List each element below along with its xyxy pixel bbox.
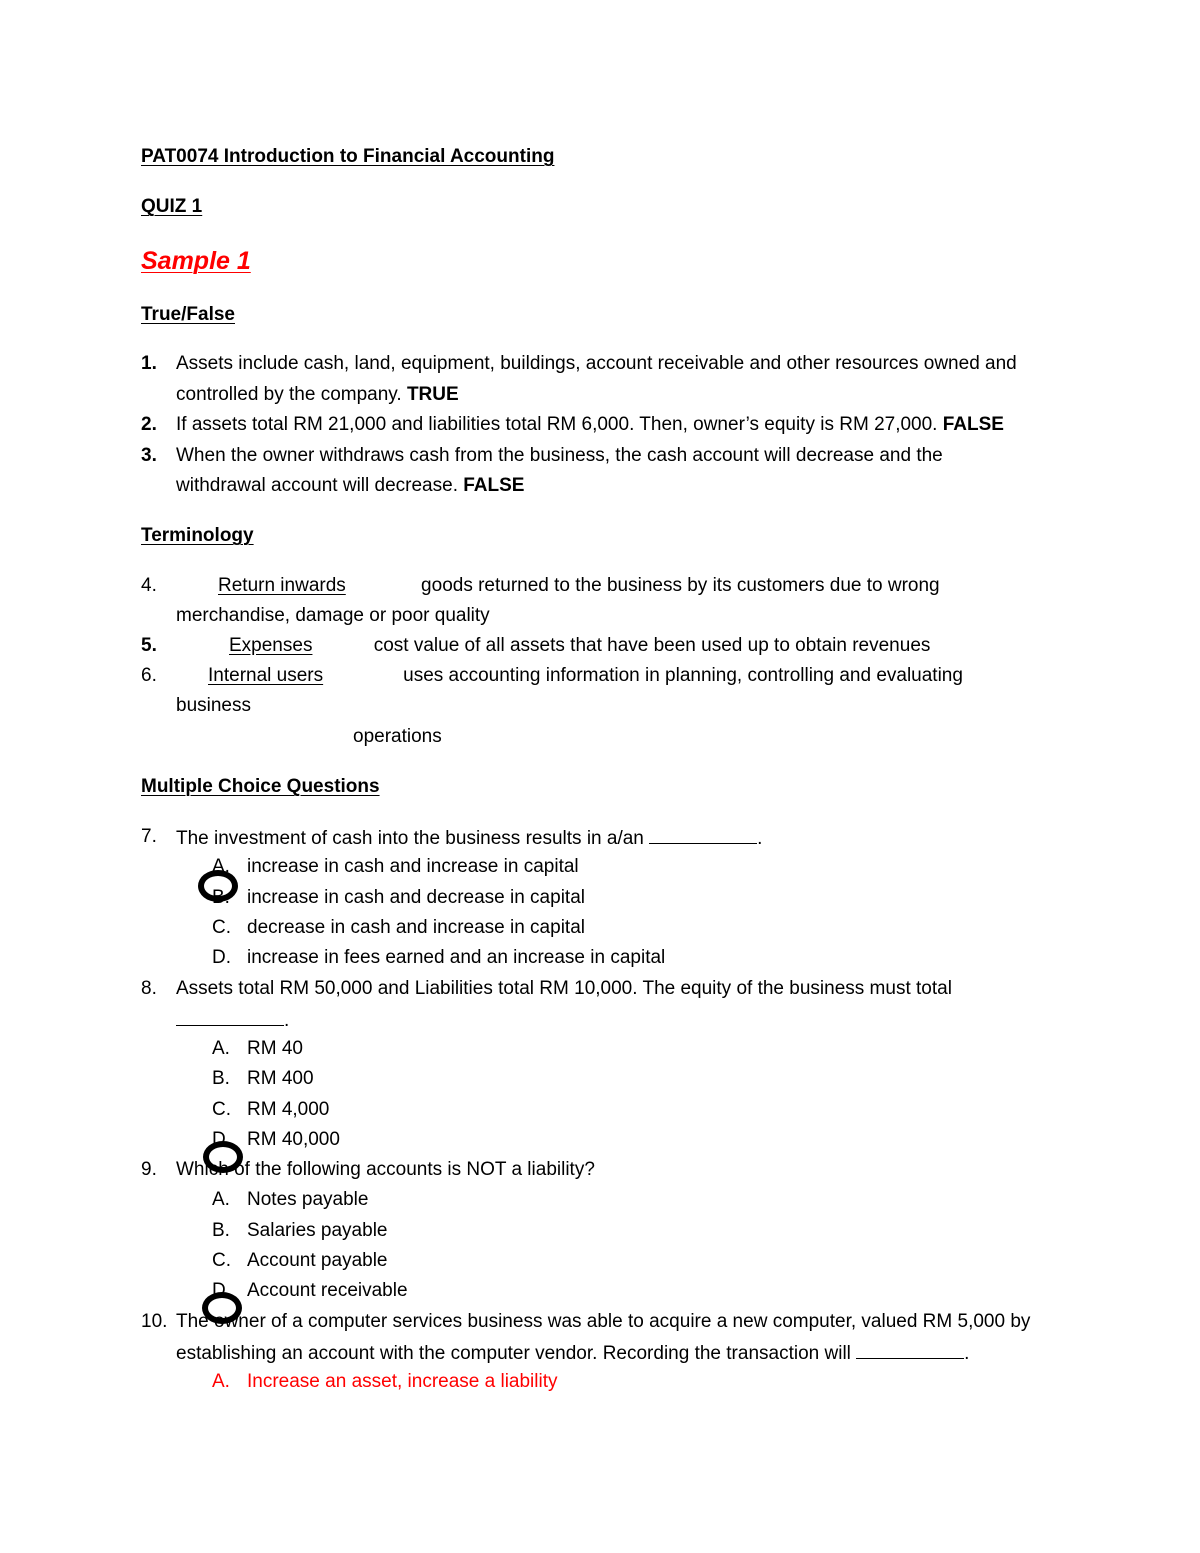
answer-blank <box>649 825 757 844</box>
question-text-part: controlled by the company. <box>176 384 407 405</box>
option-letter: D. <box>212 1129 231 1150</box>
question-text-part: The investment of cash into the business results in a/an <box>176 828 650 849</box>
option-text: RM 40 <box>247 1038 303 1059</box>
answer-circle-mark <box>203 1141 243 1173</box>
question-number: 3. <box>141 445 157 466</box>
option-letter: D. <box>212 947 231 968</box>
answer-circle-mark <box>202 1292 242 1324</box>
question-text-continued: business <box>176 695 251 716</box>
option-letter: C. <box>212 917 231 938</box>
question-text-continued: operations <box>353 726 442 747</box>
fill-in-answer: Internal users <box>208 665 324 686</box>
option-text: increase in cash and increase in capital <box>247 856 579 877</box>
option-text: Salaries payable <box>247 1220 388 1241</box>
option-text: Notes payable <box>247 1189 369 1210</box>
question-text <box>176 634 930 658</box>
question-text-part: establishing an account with the computer vendor. Recording the transaction will <box>176 1343 857 1364</box>
section-true-false: True/False <box>141 304 235 325</box>
question-number: 6. <box>141 665 157 686</box>
question-text-part: goods returned to the business by its customers due to wrong <box>415 575 940 596</box>
question-text-continued <box>176 474 524 498</box>
option-letter: A. <box>212 1038 230 1059</box>
option-letter: A. <box>212 856 230 877</box>
question-text-part: uses accounting information in planning, controlling and evaluating <box>403 665 963 686</box>
answer-blank <box>176 1007 284 1026</box>
question-number: 7. <box>141 826 157 847</box>
question-text-continued: establishing an account with the computer vendor. Recording the transaction will . <box>176 1340 969 1366</box>
question-number: 4. <box>141 575 157 596</box>
option-text-highlighted: Increase an asset, increase a liability <box>247 1371 558 1392</box>
option-letter: B. <box>212 1068 230 1089</box>
option-text: RM 400 <box>247 1068 314 1089</box>
sample-title: Sample 1 <box>141 247 251 275</box>
option-text: decrease in cash and increase in capital <box>247 917 585 938</box>
answer-circle-mark <box>198 870 238 902</box>
option-text: Account payable <box>247 1250 388 1271</box>
answer-label: FALSE <box>463 475 525 496</box>
question-text <box>176 413 1004 437</box>
question-number: 8. <box>141 978 157 999</box>
answer-label: TRUE <box>406 384 459 405</box>
option-letter: B. <box>212 1220 230 1241</box>
option-letter: A. <box>212 1371 230 1392</box>
fill-in-answer: Return inwards <box>218 575 346 596</box>
section-multiple-choice: Multiple Choice Questions <box>141 776 380 797</box>
option-letter: C. <box>212 1099 231 1120</box>
question-text: The owner of a computer services business was able to acquire a new computer, valued RM 5,000 by <box>176 1311 1031 1332</box>
question-text-continued: merchandise, damage or poor quality <box>176 605 490 626</box>
question-text-part: cost value of all assets that have been used up to obtain revenues <box>368 635 931 656</box>
fill-in-answer: Expenses <box>229 635 313 656</box>
option-text: RM 40,000 <box>247 1129 340 1150</box>
question-text <box>176 664 963 688</box>
option-text: increase in fees earned and an increase in capital <box>247 947 666 968</box>
option-letter: A. <box>212 1189 230 1210</box>
section-terminology: Terminology <box>141 525 254 546</box>
question-text-continued <box>176 383 459 407</box>
course-title: PAT0074 Introduction to Financial Accounting <box>141 146 555 167</box>
question-text: The investment of cash into the business results in a/an . <box>176 825 762 851</box>
question-number: 5. <box>141 635 157 656</box>
answer-label: FALSE <box>942 414 1004 435</box>
quiz-label: QUIZ 1 <box>141 196 203 217</box>
option-letter: B. <box>212 887 230 908</box>
question-number: 1. <box>141 353 157 374</box>
option-letter: D. <box>212 1280 231 1301</box>
question-number: 2. <box>141 414 157 435</box>
question-text: Which of the following accounts is NOT a liability? <box>176 1159 595 1180</box>
question-text: When the owner withdraws cash from the business, the cash account will decrease and the <box>176 445 943 466</box>
question-text: Assets include cash, land, equipment, buildings, account receivable and other resources owned and <box>176 353 1017 374</box>
question-text-part: withdrawal account will decrease. <box>176 475 464 496</box>
option-text: increase in cash and decrease in capital <box>247 887 585 908</box>
answer-blank <box>856 1340 964 1359</box>
option-text: RM 4,000 <box>247 1099 330 1120</box>
answer-blank-line: . <box>176 1007 289 1033</box>
option-text: Account receivable <box>247 1280 408 1301</box>
question-text-part: If assets total RM 21,000 and liabilities total RM 6,000. Then, owner’s equity is RM 27,000. <box>176 414 943 435</box>
question-text: Assets total RM 50,000 and Liabilities total RM 10,000. The equity of the business must total <box>176 978 952 999</box>
question-number: 9. <box>141 1159 157 1180</box>
question-text <box>176 574 940 598</box>
question-number: 10. <box>141 1311 168 1332</box>
option-letter: C. <box>212 1250 231 1271</box>
